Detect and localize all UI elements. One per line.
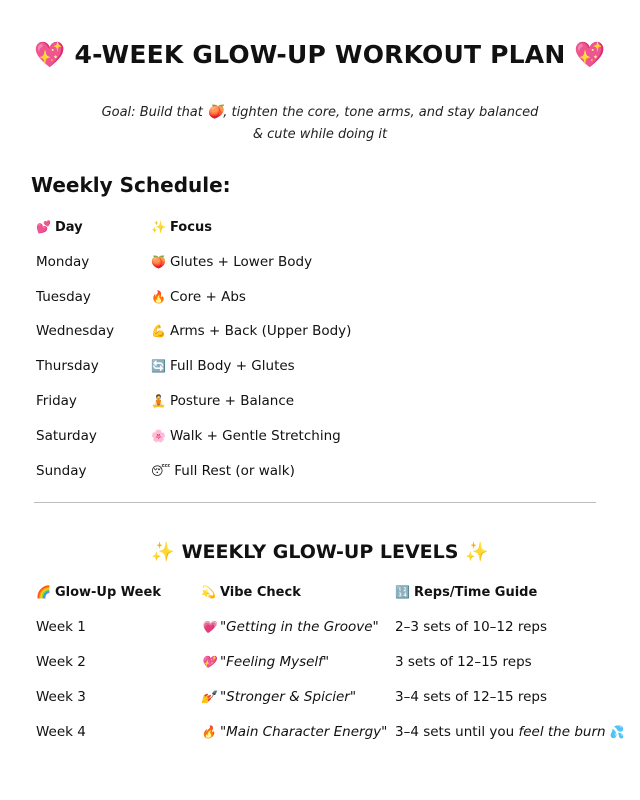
vibe-header-label: Vibe Check <box>219 585 301 600</box>
vibe-text: "Main Character Energy" <box>219 724 388 740</box>
focus-text: Full Rest (or walk) <box>174 463 295 479</box>
day-cell: Saturday <box>36 428 97 444</box>
focus-cell <box>151 391 294 411</box>
focus-header <box>151 217 212 238</box>
week-header-label: Glow-Up Week <box>54 585 161 600</box>
reps-cell <box>395 722 629 742</box>
sparkles-icon: ✨ <box>151 541 175 563</box>
levels-table <box>36 582 625 752</box>
sparkling-heart-icon: 💖 <box>34 40 66 69</box>
vibe-text: "Stronger & Spicier" <box>219 689 357 705</box>
focus-text: Posture + Balance <box>169 393 295 409</box>
focus-text: Full Body + Glutes <box>169 358 295 374</box>
blossom-icon: 🌸 <box>151 429 166 443</box>
sleeping-face-icon: 😴 <box>151 464 171 478</box>
focus-cell <box>151 287 246 307</box>
reps-header <box>395 582 537 603</box>
sparkles-icon: ✨ <box>151 220 166 234</box>
peach-icon: 🍑 <box>151 255 166 269</box>
vibe-header <box>201 582 301 603</box>
sparkles-icon: ✨ <box>465 541 489 563</box>
page-title-text: 4-WEEK GLOW-UP WORKOUT PLAN <box>74 40 566 69</box>
sweat-droplets-icon: 💦 <box>609 725 625 739</box>
day-header-label: Day <box>54 220 83 235</box>
goal-line2: & cute while doing it <box>252 127 388 142</box>
focus-header-label: Focus <box>169 220 212 235</box>
vibe-text: "Feeling Myself" <box>219 654 330 670</box>
reps-cell: 3–4 sets of 12–15 reps <box>395 689 548 705</box>
week-cell: Week 1 <box>36 619 86 635</box>
vibe-cell <box>201 652 329 672</box>
meditation-icon: 🧘 <box>151 394 166 408</box>
week-cell: Week 2 <box>36 654 86 670</box>
day-cell: Sunday <box>36 463 87 479</box>
goal-label: Goal: <box>101 105 136 120</box>
two-hearts-icon: 💕 <box>36 220 51 234</box>
rainbow-icon: 🌈 <box>36 585 51 599</box>
goal-text <box>40 102 600 146</box>
day-cell: Thursday <box>36 358 99 374</box>
reps-cell: 3 sets of 12–15 reps <box>395 654 532 670</box>
nail-polish-icon: 💅 <box>201 690 216 704</box>
growing-heart-icon: 💗 <box>201 620 216 634</box>
fire-icon: 🔥 <box>201 725 216 739</box>
vibe-cell <box>201 617 379 637</box>
schedule-heading: Weekly Schedule: <box>31 173 231 197</box>
focus-text: Arms + Back (Upper Body) <box>169 323 352 339</box>
schedule-table <box>36 217 596 487</box>
focus-cell <box>151 321 351 341</box>
reps-cell: 2–3 sets of 10–12 reps <box>395 619 548 635</box>
week-header <box>36 582 161 603</box>
day-cell: Wednesday <box>36 323 115 339</box>
peach-icon: 🍑 <box>207 105 224 120</box>
numbers-icon: 🔢 <box>395 585 410 599</box>
reps-text: 3–4 sets until you <box>395 724 519 740</box>
focus-cell <box>151 356 295 376</box>
focus-text: Walk + Gentle Stretching <box>169 428 341 444</box>
focus-cell <box>151 426 341 446</box>
vibe-cell <box>201 687 356 707</box>
flexed-biceps-icon: 💪 <box>151 324 166 338</box>
week-cell: Week 3 <box>36 689 86 705</box>
repeat-arrows-icon: 🔄 <box>151 359 166 373</box>
section-divider <box>34 502 596 503</box>
page-title <box>0 40 640 70</box>
dizzy-star-icon: 💫 <box>201 585 216 599</box>
focus-cell <box>151 461 295 481</box>
focus-cell <box>151 252 312 272</box>
reps-header-label: Reps/Time Guide <box>413 585 538 600</box>
week-cell: Week 4 <box>36 724 86 740</box>
day-header <box>36 217 83 238</box>
sparkling-heart-icon: 💖 <box>201 655 216 669</box>
goal-line1-a: Build that <box>139 105 203 120</box>
sparkling-heart-icon: 💖 <box>574 40 606 69</box>
focus-text: Glutes + Lower Body <box>169 254 313 270</box>
levels-heading-text: WEEKLY GLOW-UP LEVELS <box>181 541 459 563</box>
vibe-text: "Getting in the Groove" <box>219 619 379 635</box>
reps-emphasis: feel the burn <box>518 724 606 740</box>
goal-line1-b: , tighten the core, tone arms, and stay balanced <box>223 105 539 120</box>
day-cell: Monday <box>36 254 90 270</box>
vibe-cell <box>201 722 387 742</box>
focus-text: Core + Abs <box>169 289 246 305</box>
fire-icon: 🔥 <box>151 290 166 304</box>
day-cell: Tuesday <box>36 289 91 305</box>
day-cell: Friday <box>36 393 77 409</box>
levels-heading <box>0 540 640 563</box>
